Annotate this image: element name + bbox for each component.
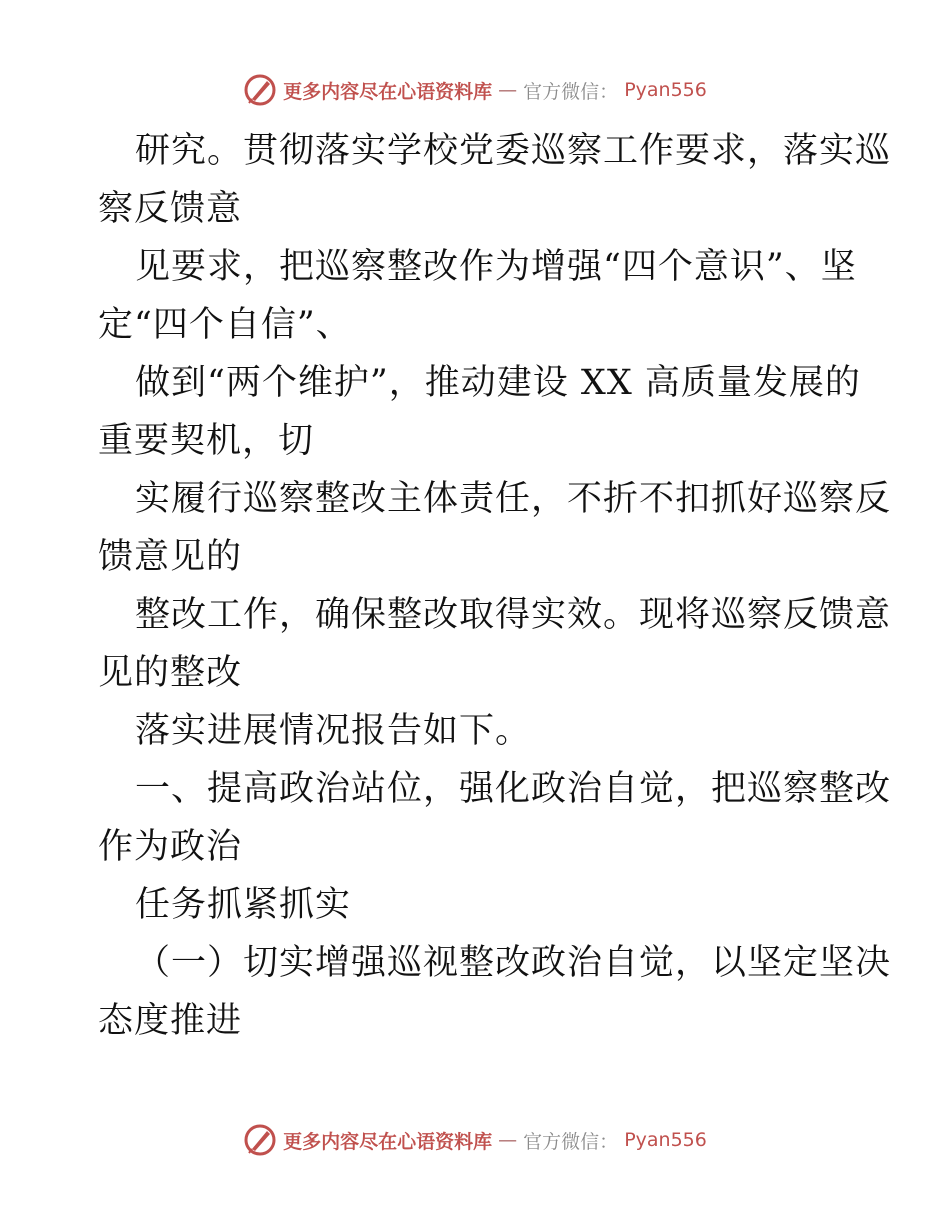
subsection-heading-line: （一）切实增强巡视整改政治自觉，以坚定坚决 <box>135 943 892 983</box>
text-line: 落实进展情况报告如下。 <box>135 711 532 751</box>
banner-main-text: 更多内容尽在心语资料库 <box>283 1130 493 1153</box>
text-line: 馈意见的 <box>98 537 243 577</box>
banner-wechat-id: Pyan556 <box>624 1129 707 1151</box>
section-heading-line: 作为政治 <box>98 827 243 867</box>
text-line: 实履行巡察整改主体责任，不折不扣抓好巡察反 <box>135 479 892 519</box>
feather-pen-logo-icon <box>243 1123 277 1157</box>
footer-banner <box>0 1120 950 1160</box>
text-line: 整改工作，确保整改取得实效。现将巡察反馈意 <box>135 595 892 635</box>
subsection-heading-line: 态度推进 <box>98 1001 243 1041</box>
banner-wechat-label: 官方微信： <box>523 80 619 103</box>
banner-dash: — <box>498 79 518 101</box>
banner-main-text: 更多内容尽在心语资料库 <box>283 80 493 103</box>
section-heading-line: 一、提高政治站位，强化政治自觉，把巡察整改 <box>135 769 892 809</box>
header-banner <box>0 70 950 110</box>
banner-dash: — <box>498 1129 518 1151</box>
text-line: 定“四个自信”、 <box>98 305 352 345</box>
text-line: 做到“两个维护”，推动建设 XX 高质量发展的 <box>135 363 861 403</box>
banner-wechat-label: 官方微信： <box>523 1130 619 1153</box>
feather-pen-logo-icon <box>243 73 277 107</box>
text-line: 见要求，把巡察整改作为增强“四个意识”、坚 <box>135 247 857 287</box>
section-heading-line: 任务抓紧抓实 <box>135 885 352 925</box>
text-line: 研究。贯彻落实学校党委巡察工作要求，落实巡 <box>135 131 892 171</box>
text-line: 察反馈意 <box>98 189 243 229</box>
text-line: 见的整改 <box>98 653 243 693</box>
banner-wechat-id: Pyan556 <box>624 79 707 101</box>
text-line: 重要契机，切 <box>98 421 315 461</box>
document-body <box>98 122 892 1050</box>
